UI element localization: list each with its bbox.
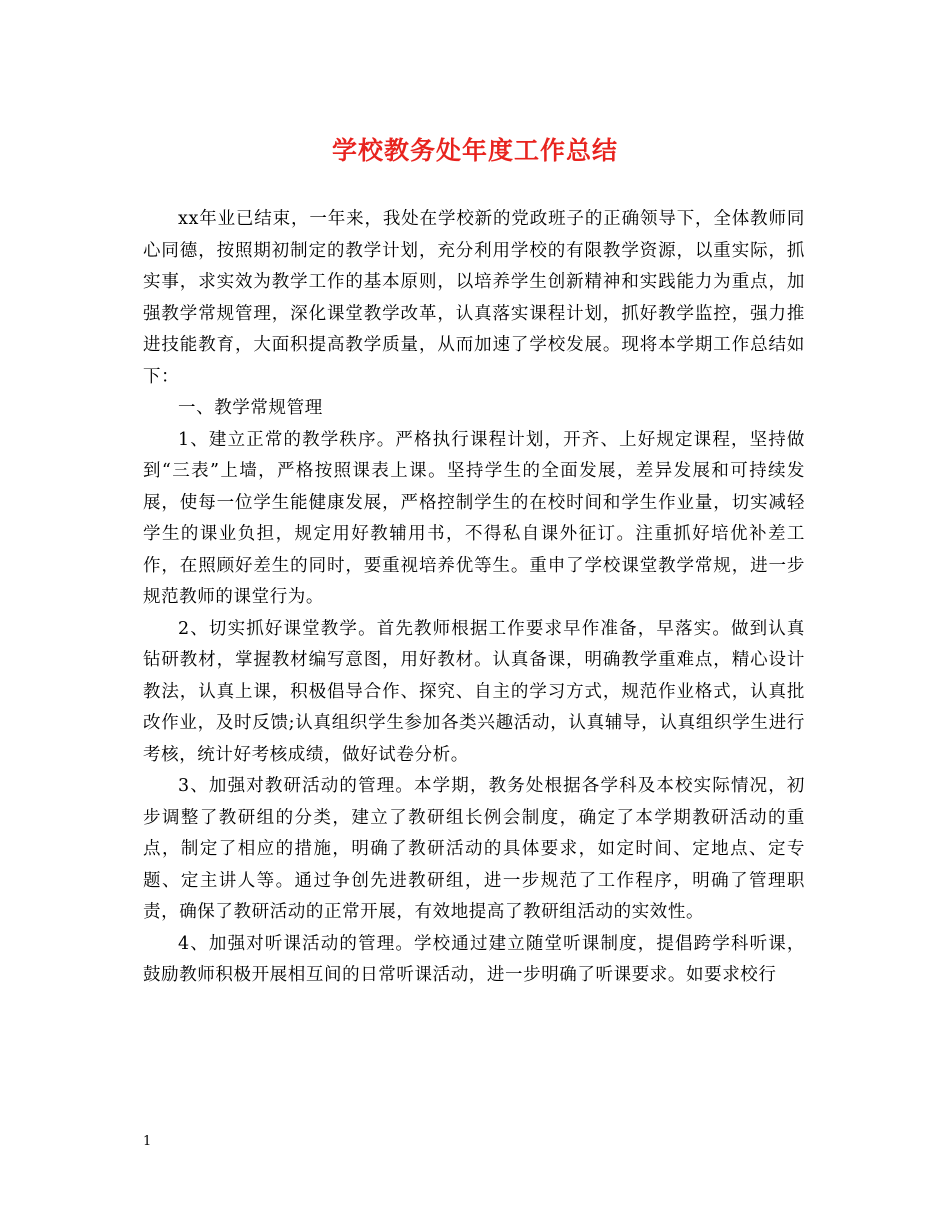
paragraph-item-4: 4、加强对听课活动的管理。学校通过建立随堂听课制度，提倡跨学科听课，鼓励教师积极开展相互间的日常听课活动，进一步明确了听课要求。如要求校行 — [143, 933, 805, 985]
paragraph-intro: xx年业已结束，一年来，我处在学校新的党政班子的正确领导下，全体教师同心同德，按照期初制定的教学计划，充分利用学校的有限教学资源，以重实际，抓实事，求实效为教学工作的基本原则，以培养学生创新精神和实践能力为重点，加强教学常规管理，深化课堂教学改革，认真落实课程计划，抓好教学监控，强力推进技能教育，大面积提高教学质量，从而加速了学校发展。现将本学期工作总结如下： — [143, 209, 805, 387]
paragraph-item-3: 3、加强对教研活动的管理。本学期，教务处根据各学科及本校实际情况，初步调整了教研组的分类，建立了教研组长例会制度，确定了本学期教研活动的重点，制定了相应的措施，明确了教研活动的具体要求，如定时间、定地点、定专题、定主讲人等。通过争创先进教研组，进一步规范了工作程序，明确了管理职责，确保了教研活动的正常开展，有效地提高了教研组活动的实效性。 — [143, 776, 805, 922]
document-title: 学校教务处年度工作总结 — [331, 136, 618, 165]
paragraph-item-2: 2、切实抓好课堂教学。首先教师根据工作要求早作准备，早落实。做到认真钻研教材，掌握教材编写意图，用好教材。认真备课，明确教学重难点，精心设计教法，认真上课，积极倡导合作、探究、自主的学习方式，规范作业格式，认真批改作业，及时反馈;认真组织学生参加各类兴趣活动，认真辅导，认真组织学生进行考核，统计好考核成绩，做好试卷分析。 — [143, 618, 805, 765]
page-number: 1 — [143, 1134, 152, 1149]
paragraph-item-1: 1、建立正常的教学秩序。严格执行课程计划，开齐、上好规定课程，坚持做到“三表”上墙，严格按照课表上课。坚持学生的全面发展，差异发展和可持续发展，使每一位学生能健康发展，严格控制学生的在校时间和学生作业量，切实减轻学生的课业负担，规定用好教辅用书，不得私自课外征订。注重抓好培优补差工作，在照顾好差生的同时，要重视培养优等生。重申了学校课堂教学常规，进一步规范教师的课堂行为。 — [143, 429, 805, 607]
document-body — [143, 204, 805, 992]
section-heading: 一、教学常规管理 — [178, 398, 323, 418]
